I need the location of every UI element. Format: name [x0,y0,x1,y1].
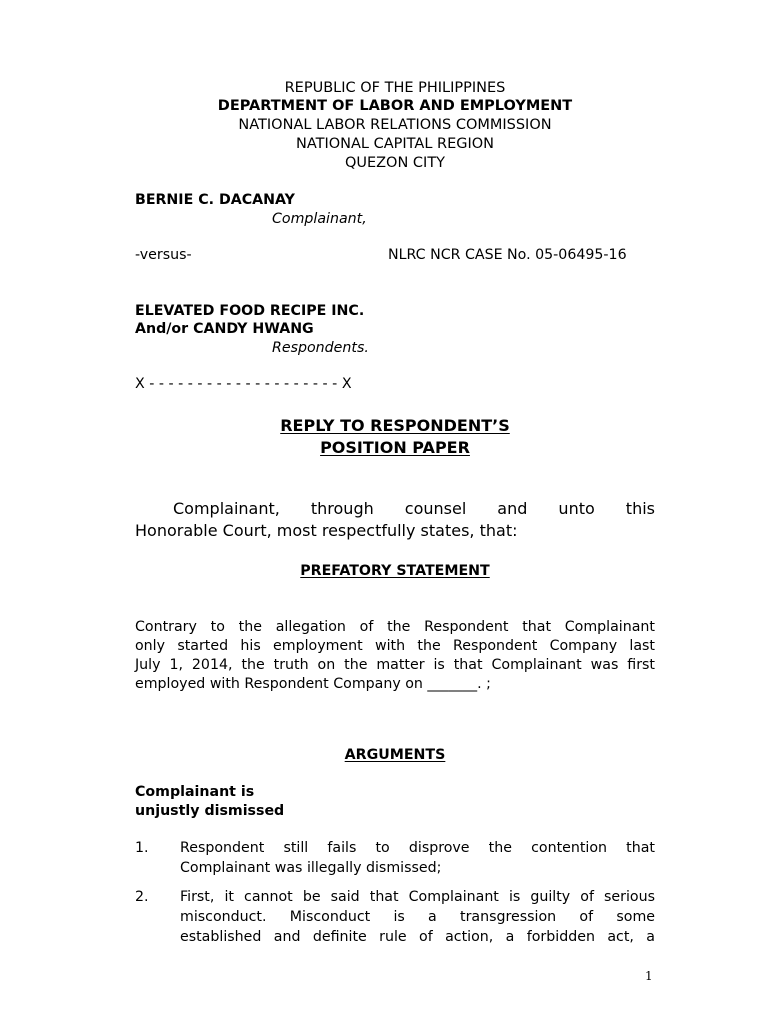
argument-subheading-line1: Complainant is [135,784,255,800]
prefatory-line-3: July 1, 2014, the truth on the matter is that Complainant was first [135,657,655,673]
complainant-role: Complainant, [272,211,367,227]
list-item-line: Respondent still fails to disprove the contention that [180,840,655,856]
list-item-text [180,889,655,949]
list-item-line: Complainant was illegally dismissed; [180,860,442,876]
respondent-role: Respondents. [272,340,369,356]
header-commission: NATIONAL LABOR RELATIONS COMMISSION [238,117,552,133]
list-item-number: 2. [135,889,149,905]
list-item-line: misconduct. Misconduct is a transgression of some [180,909,655,925]
caption-divider: X - - - - - - - - - - - - - - - - - - - - X [135,376,352,392]
case-number: NLRC NCR CASE No. 05-06495-16 [388,247,627,263]
prefatory-heading: PREFATORY STATEMENT [300,563,490,579]
list-item-line: established and definite rule of action, a forbidden act, a [180,929,655,945]
complainant-name: BERNIE C. DACANAY [135,192,295,208]
header-department: DEPARTMENT OF LABOR AND EMPLOYMENT [217,98,573,114]
respondent-company: ELEVATED FOOD RECIPE INC. [135,303,365,319]
header-region: NATIONAL CAPITAL REGION [295,136,495,152]
prefatory-line-1: Contrary to the allegation of the Respondent that Complainant [135,619,655,635]
respondent-person: And/or CANDY HWANG [135,321,314,337]
page-number: 1 [645,969,653,983]
header-city: QUEZON CITY [344,155,446,171]
intro-line-2: Honorable Court, most respectfully states, that: [135,521,518,540]
list-item-number: 1. [135,840,149,856]
versus-label: -versus- [135,247,192,263]
header-republic: REPUBLIC OF THE PHILIPPINES [284,80,506,96]
list-item-line: First, it cannot be said that Complainant is guilty of serious [180,889,655,905]
list-item-text [180,840,655,880]
document-title-line2: POSITION PAPER [320,438,470,457]
arguments-heading: ARGUMENTS [344,747,446,763]
prefatory-line-2: only started his employment with the Respondent Company last [135,638,655,654]
prefatory-line-4: employed with Respondent Company on _______. ; [135,676,491,692]
argument-subheading-line2: unjustly dismissed [135,803,285,819]
intro-line-1: Complainant, through counsel and unto this [173,499,655,518]
document-title-line1: REPLY TO RESPONDENT’S [280,416,510,435]
